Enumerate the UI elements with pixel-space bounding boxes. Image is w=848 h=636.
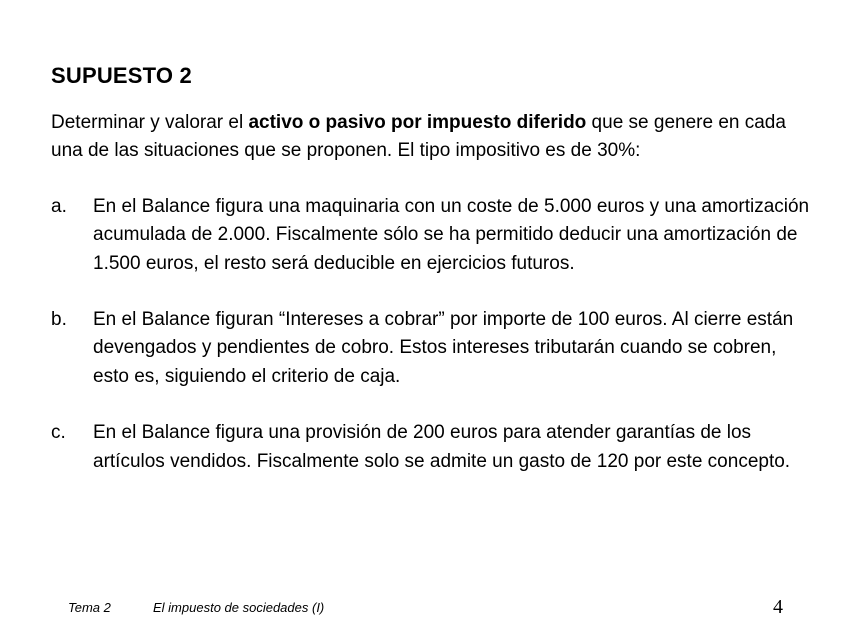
footer-topic: Tema 2 [68, 600, 111, 615]
list-marker: c. [51, 422, 66, 444]
list-marker: a. [51, 196, 67, 217]
list-marker: b. [51, 309, 67, 331]
list-item-text: En el Balance figura una maquinaria con un coste de 5.000 euros y una amortización acumulada de 2.000. Fiscalmente sólo se ha permitido deducir una amortización de 1.500 euros, el resto será deducible en ejercicios futuros. [93, 196, 810, 274]
page-number: 4 [773, 596, 783, 618]
footer-title: El impuesto de sociedades (I) [153, 600, 325, 615]
list-item-c [51, 419, 811, 476]
case-list [51, 193, 811, 504]
intro-paragraph [51, 109, 811, 165]
intro-text-before: Determinar y valorar el [51, 112, 249, 133]
slide-title: SUPUESTO 2 [51, 63, 192, 88]
intro-text-after: que se genere en cada una de las situaciones que se proponen. El tipo impositivo es de 30%: [51, 112, 786, 161]
list-item-b [51, 306, 811, 391]
list-item-text: En el Balance figuran “Intereses a cobrar” por importe de 100 euros. Al cierre están devengados y pendientes de cobro. Estos intereses tributarán cuando se cobren, esto es, siguiendo el criterio de caja. [93, 309, 794, 387]
list-item-a [51, 193, 811, 278]
intro-text-bold: activo o pasivo por impuesto diferido [248, 112, 587, 133]
list-item-text: En el Balance figura una provisión de 200 euros para atender garantías de los artículos vendidos. Fiscalmente solo se admite un gasto de 120 por este concepto. [93, 422, 791, 472]
